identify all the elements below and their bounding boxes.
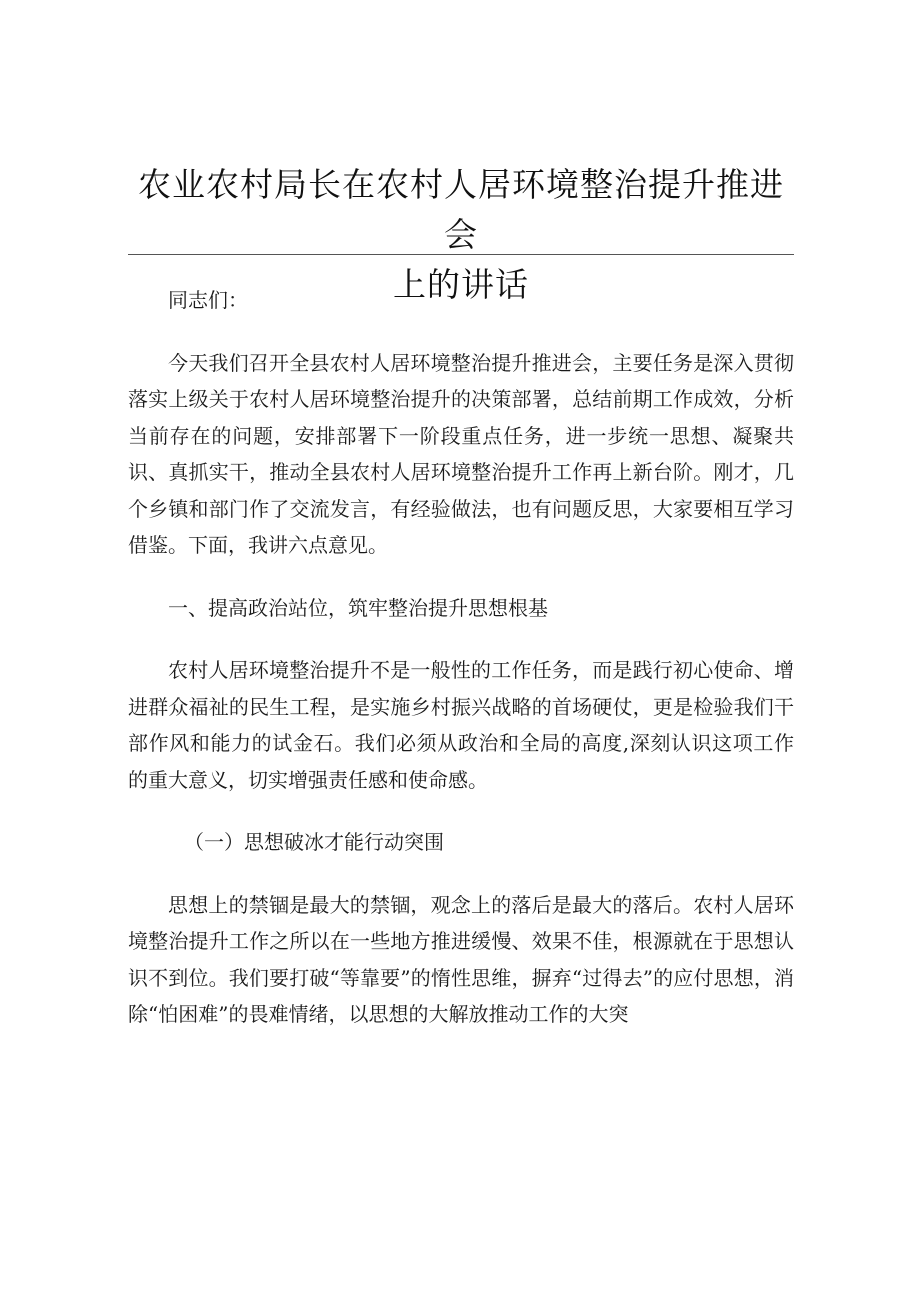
title-divider (128, 254, 794, 255)
subsection-1-heading: （一）思想破冰才能行动突围 (184, 830, 444, 854)
title-line-1: 农业农村局长在农村人居环境整治提升推进会 (138, 165, 784, 254)
document-body (128, 282, 794, 1033)
salutation: 同志们： (168, 288, 248, 312)
section-1-heading: 一、提高政治站位，筑牢整治提升思想根基 (168, 595, 548, 620)
intro-paragraph: 今天我们召开全县农村人居环境整治提升推进会，主要任务是深入贯彻落实上级关于农村人居环境整治提升的决策部署，总结前期工作成效，分析当前存在的问题，安排部署下一阶段重点任务，进一步统一思想、凝聚共识、真抓实干，推动全县农村人居环境整治提升工作再上新台阶。刚才，几个乡镇和部门作了交流发言，有经验做法，也有问题反思，大家要相互学习借鉴。下面，我讲六点意见。 (128, 350, 794, 557)
title-line-2: 上的讲话 (393, 265, 529, 304)
subsection-1-paragraph: 思想上的禁锢是最大的禁锢，观念上的落后是最大的落后。农村人居环境整治提升工作之所以在一些地方推进缓慢、效果不佳，根源就在于思想认识不到位。我们要打破“等靠要”的惰性思维，摒弃“过得去”的应付思想，消除“怕困难”的畏难情绪，以思想的大解放推动工作的大突 (128, 892, 794, 1026)
section-1-paragraph: 农村人居环境整治提升不是一般性的工作任务，而是践行初心使命、增进群众福祉的民生工程，是实施乡村振兴战略的首场硬仗，更是检验我们干部作风和能力的试金石。我们必须从政治和全局的高度,深刻认识这项工作的重大意义，切实增强责任感和使命感。 (128, 658, 794, 792)
